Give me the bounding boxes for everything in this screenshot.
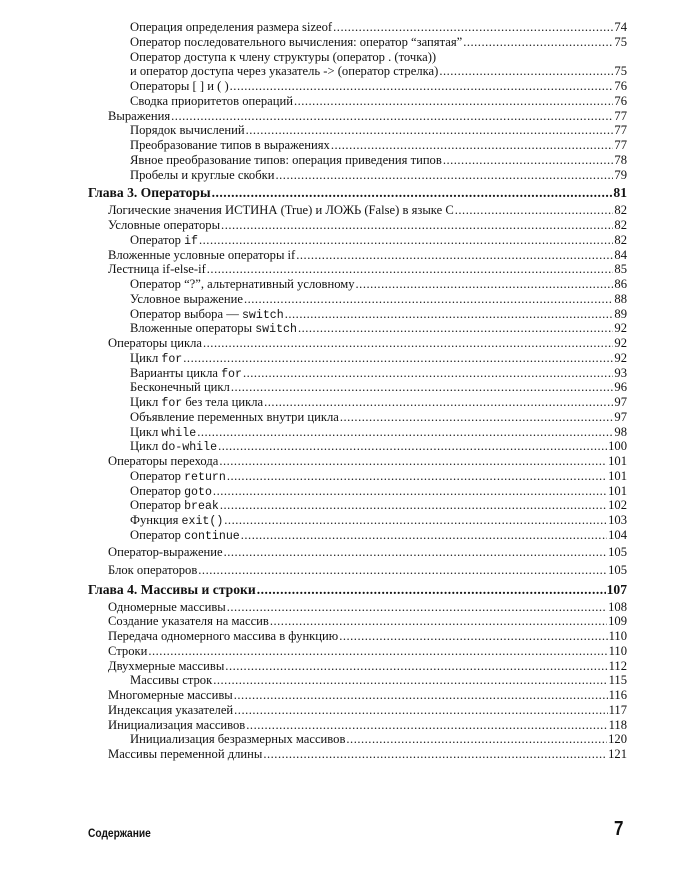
toc-entry-text: Операторы [ ] и ( ): [130, 79, 229, 93]
toc-entry-text: Цикл: [130, 439, 162, 454]
toc-page-number: 110: [608, 629, 627, 643]
toc-page-number: 116: [608, 688, 627, 702]
toc-entry-code: switch: [255, 323, 297, 337]
toc-page-number: 92: [614, 321, 627, 336]
dot-leader: [183, 351, 613, 366]
dot-leader: [231, 380, 614, 395]
dot-leader: [220, 498, 607, 513]
toc-entry-text: Пробелы и круглые скобки: [130, 167, 275, 182]
toc-entry-title: [108, 336, 202, 351]
toc-page-number: 88: [614, 291, 627, 306]
toc-page-number: 75: [614, 34, 627, 49]
toc-entry-code: return: [184, 470, 226, 484]
dot-leader: [246, 718, 607, 733]
toc-entry-text: Одномерные массивы: [108, 599, 226, 614]
dot-leader: [243, 366, 613, 381]
toc-entry-code: for: [221, 367, 242, 381]
toc-entry-title: [130, 168, 275, 183]
dot-leader: [443, 153, 614, 168]
toc-entry[interactable]: [88, 659, 627, 674]
table-of-contents: [88, 20, 627, 762]
toc-page-number: 89: [614, 306, 627, 321]
toc-page-number: 103: [608, 513, 627, 527]
toc-entry-title: [108, 203, 454, 218]
toc-entry-title: [130, 20, 332, 35]
toc-entry-title: [130, 50, 436, 65]
toc-entry-text: Цикл: [130, 395, 162, 409]
toc-entry-code: for: [161, 397, 183, 410]
toc-entry[interactable]: [88, 351, 627, 366]
toc-page-number: 76: [614, 79, 627, 93]
toc-entry-text: Функция: [130, 513, 182, 527]
toc-entry-title: [108, 109, 170, 124]
dot-leader: [218, 439, 607, 454]
toc-entry-code: if: [184, 234, 198, 248]
dot-leader: [298, 321, 613, 336]
dot-leader: [224, 543, 608, 561]
dot-leader: [346, 732, 607, 747]
toc-page-number: 97: [614, 395, 627, 409]
toc-page-number: 104: [608, 527, 627, 542]
toc-page-number: 74: [614, 20, 627, 34]
toc-entry-title: [108, 600, 226, 615]
toc-entry-title: [130, 277, 355, 292]
toc-entry[interactable]: [88, 688, 627, 703]
toc-entry-title: [108, 561, 197, 579]
toc-entry-title: [130, 673, 212, 688]
page-number: 7: [614, 818, 624, 840]
toc-entry-text: Блок операторов: [108, 562, 198, 577]
toc-entry[interactable]: [88, 336, 627, 351]
toc-page-number: 115: [608, 673, 627, 688]
toc-entry-title: [108, 747, 262, 762]
dot-leader: [234, 703, 607, 718]
toc-page-number: 98: [614, 424, 627, 439]
toc-entry-title: [130, 138, 330, 153]
toc-page-number: 82: [614, 232, 627, 247]
toc-entry[interactable]: [88, 123, 627, 138]
toc-entry-text: Инициализация массивов: [108, 717, 246, 732]
toc-page-number: 92: [614, 336, 627, 350]
toc-entry-text: Оператор: [130, 527, 185, 542]
toc-entry-text: Бесконечный цикл: [130, 380, 230, 395]
toc-entry[interactable]: [88, 109, 627, 124]
toc-entry-code: do-while: [161, 441, 218, 455]
toc-chapter-heading[interactable]: [88, 185, 627, 201]
toc-entry-text: Создание указателя на массив: [108, 614, 269, 629]
toc-entry-text: Глава 4. Массивы и строки: [88, 581, 256, 597]
toc-entry-code: break: [184, 500, 219, 514]
dot-leader: [463, 35, 613, 50]
toc-entry-text: Строки: [108, 643, 148, 658]
toc-entry[interactable]: [88, 153, 627, 168]
toc-page-number: 101: [608, 468, 627, 483]
dot-leader: [333, 20, 613, 35]
dot-leader: [244, 292, 613, 307]
toc-entry[interactable]: [88, 644, 627, 659]
toc-page-number: 76: [614, 93, 627, 108]
toc-entry[interactable]: [88, 218, 627, 233]
toc-entry-title: [108, 454, 218, 469]
toc-entry-text: Условное выражение: [130, 291, 243, 306]
toc-page-number: 77: [614, 108, 627, 123]
toc-entry[interactable]: [88, 747, 627, 762]
toc-entry-text: Варианты цикла: [130, 365, 222, 380]
toc-entry[interactable]: [88, 614, 627, 629]
dot-leader: [234, 688, 608, 703]
toc-page-number: 84: [614, 247, 627, 262]
toc-entry-code: continue: [184, 529, 240, 543]
toc-page-number: 82: [614, 203, 627, 218]
toc-entry-text: Массивы переменной длины: [108, 747, 263, 761]
toc-page-number: 97: [614, 409, 627, 424]
toc-entry[interactable]: [88, 138, 627, 153]
toc-entry-title: [108, 688, 233, 703]
toc-entry[interactable]: [88, 233, 627, 248]
dot-leader: [264, 395, 613, 410]
toc-entry-title: [108, 629, 338, 644]
toc-page-number: 102: [608, 498, 627, 513]
toc-entry[interactable]: [88, 673, 627, 688]
toc-entry[interactable]: [88, 366, 627, 381]
toc-entry-text: Сводка приоритетов операций: [130, 93, 293, 108]
toc-entry-text: Условные операторы: [108, 218, 221, 232]
toc-entry[interactable]: [88, 395, 627, 410]
dot-leader: [197, 425, 613, 440]
dot-leader: [198, 561, 607, 579]
dot-leader: [296, 248, 613, 263]
dot-leader: [224, 513, 607, 528]
toc-entry[interactable]: [88, 703, 627, 718]
toc-entry-title: [108, 614, 269, 629]
toc-entry-text: Выражения: [108, 108, 171, 123]
dot-leader: [285, 307, 614, 322]
toc-entry[interactable]: [88, 498, 627, 513]
toc-page-number: 120: [608, 732, 627, 747]
toc-entry[interactable]: [88, 94, 627, 109]
toc-entry-text: Оператор “?”, альтернативный условному: [130, 277, 355, 291]
toc-entry-title: [130, 123, 245, 138]
toc-page-number: 112: [608, 658, 627, 673]
toc-entry-text: Порядок вычислений: [130, 123, 245, 138]
dot-leader: [203, 336, 613, 351]
toc-entry-text: Логические значения ИСТИНА (True) и ЛОЖЬ (False) в языке С: [108, 203, 454, 218]
toc-entry-text: Многомерные массивы: [108, 688, 233, 702]
dot-leader: [212, 185, 613, 201]
toc-entry-text-suffix: без тела цикла: [182, 395, 264, 409]
toc-entry[interactable]: [88, 561, 627, 579]
toc-entry-title: [130, 153, 442, 168]
dot-leader: [339, 629, 607, 644]
toc-page-number: 101: [608, 483, 627, 498]
toc-entry-text: Вложенные операторы: [130, 321, 256, 336]
toc-entry-title: [108, 262, 206, 277]
toc-page-number: 77: [614, 123, 627, 138]
toc-entry[interactable]: [88, 425, 627, 440]
dot-leader: [219, 454, 607, 469]
toc-entry[interactable]: [88, 307, 627, 322]
dot-leader: [213, 673, 607, 688]
toc-entry[interactable]: [88, 277, 627, 292]
running-footer-title: Содержание: [88, 826, 151, 840]
dot-leader: [439, 64, 613, 79]
toc-entry-code: goto: [184, 485, 212, 499]
toc-page-number: 82: [614, 218, 627, 232]
toc-entry-title: [130, 380, 230, 395]
toc-page-number: 78: [614, 152, 627, 167]
toc-entry-text: Преобразование типов в выражениях: [130, 138, 330, 152]
toc-page-number: 85: [614, 262, 627, 277]
toc-page-number: 109: [608, 614, 627, 629]
toc-page-number: 118: [608, 717, 627, 732]
toc-entry-text: Операция определения размера sizeof: [130, 20, 333, 34]
toc-page-number: 101: [608, 454, 627, 468]
toc-page-number: 79: [614, 167, 627, 182]
toc-entry-text: Операторы цикла: [108, 336, 202, 350]
toc-entry-title: [108, 543, 223, 561]
toc-entry-title: [130, 35, 462, 50]
toc-entry-code: for: [161, 352, 183, 366]
toc-entry[interactable]: [88, 64, 627, 79]
toc-page-number: 105: [608, 562, 627, 577]
toc-entry[interactable]: [88, 248, 627, 263]
toc-entry-title: [108, 718, 245, 733]
toc-entry[interactable]: [88, 35, 627, 50]
toc-entry-text: Оператор: [130, 483, 185, 498]
toc-entry-code: exit(): [181, 515, 224, 528]
toc-page-number: 86: [614, 277, 627, 291]
dot-leader: [230, 79, 614, 94]
toc-entry-text: Инициализация безразмерных массивов: [130, 732, 346, 747]
toc-page-number: 81: [613, 185, 627, 201]
toc-entry-text: Массивы строк: [130, 673, 213, 688]
toc-entry-text: Цикл: [130, 424, 162, 439]
toc-entry-title: [88, 185, 211, 201]
toc-entry-code: switch: [241, 308, 284, 322]
toc-entry-title: [108, 659, 224, 674]
toc-entry[interactable]: [88, 528, 627, 543]
dot-leader: [294, 94, 613, 109]
toc-entry-text: Оператор последовательного вычисления: оператор “запятая”: [130, 34, 463, 49]
dot-leader: [241, 528, 607, 543]
toc-entry[interactable]: [88, 439, 627, 454]
toc-entry[interactable]: [88, 203, 627, 218]
toc-entry[interactable]: [88, 718, 627, 733]
toc-chapter-heading[interactable]: [88, 582, 627, 598]
dot-leader: [455, 203, 614, 218]
toc-entry-text: Лестница if-else-if: [108, 262, 206, 277]
toc-entry[interactable]: [88, 629, 627, 644]
dot-leader: [263, 747, 607, 762]
toc-entry-text: Оператор доступа к члену структуры (оператор . (точка)): [130, 49, 437, 64]
toc-entry-text: Явное преобразование типов: операция приведения типов: [130, 152, 442, 167]
toc-page-number: 107: [606, 581, 627, 597]
toc-entry[interactable]: [88, 410, 627, 425]
dot-leader: [356, 277, 614, 292]
toc-entry-text: Оператор-выражение: [108, 544, 223, 559]
toc-entry[interactable]: [88, 543, 627, 561]
toc-entry[interactable]: [88, 168, 627, 183]
toc-entry[interactable]: [88, 469, 627, 484]
toc-entry-title: [88, 582, 256, 598]
dot-leader: [340, 410, 614, 425]
dot-leader: [225, 659, 607, 674]
toc-page-number: 117: [608, 702, 627, 717]
toc-entry[interactable]: [88, 321, 627, 336]
dot-leader: [199, 233, 613, 248]
toc-entry-title: [130, 292, 243, 307]
toc-entry-title: [130, 64, 438, 79]
toc-entry[interactable]: [88, 380, 627, 395]
toc-entry[interactable]: [88, 50, 627, 65]
toc-entry[interactable]: [88, 513, 627, 528]
toc-entry[interactable]: [88, 600, 627, 615]
toc-entry-title: [130, 732, 345, 747]
toc-entry-text: Двухмерные массивы: [108, 658, 225, 673]
dot-leader: [171, 109, 613, 124]
toc-entry-title: [108, 248, 295, 263]
toc-entry-title: [130, 94, 293, 109]
toc-entry-text: Вложенные условные операторы if: [108, 247, 296, 262]
dot-leader: [270, 614, 607, 629]
toc-entry-text: Индексация указателей: [108, 702, 234, 717]
toc-entry-text: Оператор: [130, 498, 185, 513]
toc-entry-title: [108, 218, 220, 233]
toc-entry-text: Объявление переменных внутри цикла: [130, 409, 339, 424]
toc-entry[interactable]: [88, 454, 627, 469]
toc-entry-text: Операторы перехода: [108, 454, 219, 468]
toc-page-number: 77: [614, 138, 627, 152]
toc-entry-text: и оператор доступа через указатель -> (оператор стрелка): [130, 64, 439, 79]
toc-page-number: 121: [608, 747, 627, 761]
toc-page-number: 100: [608, 439, 627, 454]
toc-entry-title: [108, 644, 147, 659]
dot-leader: [221, 218, 613, 233]
toc-entry-text: Оператор выбора —: [130, 306, 242, 321]
toc-entry[interactable]: [88, 262, 627, 277]
toc-entry-text: Оператор: [130, 468, 185, 483]
dot-leader: [213, 484, 607, 499]
dot-leader: [227, 600, 607, 615]
toc-page-number: 96: [614, 380, 627, 395]
dot-leader: [331, 138, 614, 153]
toc-entry-text: Оператор: [130, 232, 185, 247]
dot-leader: [227, 469, 607, 484]
dot-leader: [276, 168, 614, 183]
toc-entry-title: [108, 703, 233, 718]
dot-leader: [246, 123, 614, 138]
toc-entry-text: Глава 3. Операторы: [88, 185, 211, 201]
toc-entry[interactable]: [88, 292, 627, 307]
toc-page-number: 75: [614, 64, 627, 79]
toc-entry-title: [130, 79, 229, 94]
toc-entry[interactable]: [88, 79, 627, 94]
toc-entry[interactable]: [88, 484, 627, 499]
dot-leader: [257, 582, 606, 598]
toc-page-number: 105: [608, 544, 627, 559]
toc-page-number: 110: [608, 643, 627, 658]
dot-leader: [207, 262, 614, 277]
toc-entry[interactable]: [88, 20, 627, 35]
toc-page-number: 92: [614, 350, 627, 365]
dot-leader: [148, 644, 607, 659]
toc-entry-text: Цикл: [130, 350, 162, 365]
toc-page-number: 93: [614, 365, 627, 380]
toc-entry[interactable]: [88, 732, 627, 747]
toc-page-number: 108: [608, 599, 627, 614]
toc-entry-title: [130, 410, 339, 425]
toc-entry-code: while: [161, 426, 197, 440]
toc-entry-text: Передача одномерного массива в функцию: [108, 629, 339, 643]
